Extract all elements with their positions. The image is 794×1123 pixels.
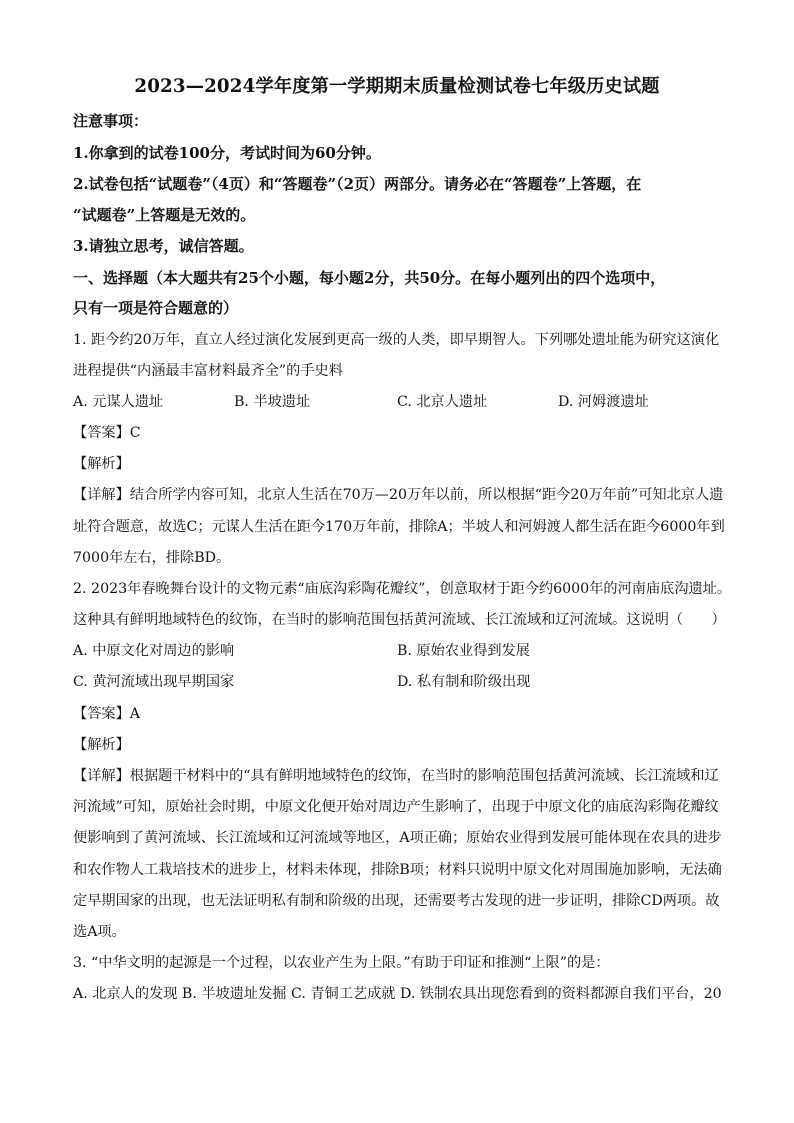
notice-heading: 注意事项： — [73, 112, 149, 130]
page-title: 2023—2024学年度第一学期期末质量检测试卷七年级历史试题 — [134, 76, 660, 97]
q2-detail-cont: 和农作物人工栽培技术的进步上，材料未体现，排除B项；材料只说明中原文化对周围施加影响，无法确 — [73, 862, 722, 878]
notice-item-2: 2.试卷包括“试题卷”（4页）和“答题卷”（2页）两部分。请务必在“答题卷”上答题，在 — [73, 175, 642, 193]
q2-stem: 2. 2023年春晚舞台设计的文物元素“庙底沟彩陶花瓣纹”，创意取材于距今约6000年的河南庙底沟遗址。 — [73, 581, 732, 597]
notice-item-2-cont: “试题卷”上答题是无效的。 — [73, 206, 256, 224]
q2-detail: 【详解】根据题干材料中的“具有鲜明地域特色的纹饰，在当时的影响范围包括黄河流域、长江流域和辽 — [73, 768, 719, 784]
q2-analysis-label: 【解析】 — [73, 737, 130, 753]
q2-detail-cont: 便影响到了黄河流域、长江流域和辽河流域等地区，A项正确；原始农业得到发展可能体现在农具的进步 — [73, 830, 722, 846]
q2-option-d: D. 私有制和阶级出现 — [397, 674, 531, 690]
q2-answer: 【答案】A — [73, 706, 140, 722]
q2-detail-cont: 定早期国家的出现，也无法证明私有制和阶级的出现，还需要考古发现的进一步证明，排除CD两项。故 — [73, 893, 720, 909]
q1-analysis-label: 【解析】 — [73, 456, 130, 472]
q2-option-a: A. 中原文化对周边的影响 — [73, 643, 235, 659]
notice-item-1: 1.你拿到的试卷100分，考试时间为60分钟。 — [73, 144, 381, 162]
section-heading: 一、选择题（本大题共有25个小题，每小题2分，共50分。在每小题列出的四个选项中， — [73, 269, 666, 287]
q3-stem: 3. “中华文明的起源是一个过程，以农业产生为上限。”有助于印证和推测“上限”的是： — [73, 955, 610, 971]
q2-option-c: C. 黄河流域出现早期国家 — [73, 674, 235, 690]
q1-option-a: A. 元谋人遗址 — [73, 394, 164, 410]
q1-stem-cont: 进程提供“内涵最丰富材料最齐全”的手史料 — [73, 363, 343, 379]
q1-detail-cont: 7000年左右，排除BD。 — [73, 550, 231, 566]
q2-detail-cont: 选A项。 — [73, 924, 126, 940]
q1-answer: 【答案】C — [73, 425, 141, 441]
q2-detail-cont: 河流域”可知，原始社会时期，中原文化便开始对周边产生影响了，出现于中原文化的庙底沟彩陶花瓣纹 — [73, 799, 719, 815]
q1-option-c: C. 北京人遗址 — [397, 394, 488, 410]
q1-stem: 1. 距今约20万年，直立人经过演化发展到更高一级的人类，即早期智人。下列哪处遗址能为研究这演化 — [73, 332, 720, 348]
q1-detail-cont: 址符合题意，故选C；元谋人生活在距今170万年前，排除A；半坡人和河姆渡人都生活在距今6000年到 — [73, 519, 725, 535]
section-heading-cont: 只有一项是符合题意的） — [73, 299, 239, 317]
q1-option-d: D. 河姆渡遗址 — [558, 394, 649, 410]
q1-option-b: B. 半坡遗址 — [234, 394, 311, 410]
q2-stem-cont: 这种具有鲜明地域特色的纹饰，在当时的影响范围包括黄河流域、长江流域和辽河流域。这说明（ ） — [73, 612, 726, 628]
q2-option-b: B. 原始农业得到发展 — [397, 643, 530, 659]
notice-item-3: 3.请独立思考，诚信答题。 — [73, 237, 254, 255]
q1-detail: 【详解】结合所学内容可知，北京人生活在70万—20万年以前，所以根据“距今20万年前”可知北京人遗 — [73, 487, 724, 503]
q3-options: A. 北京人的发现 B. 半坡遗址发掘 C. 青铜工艺成就 D. 铁制农具出现您看到的资料都源自我们平台，20 — [73, 986, 722, 1002]
